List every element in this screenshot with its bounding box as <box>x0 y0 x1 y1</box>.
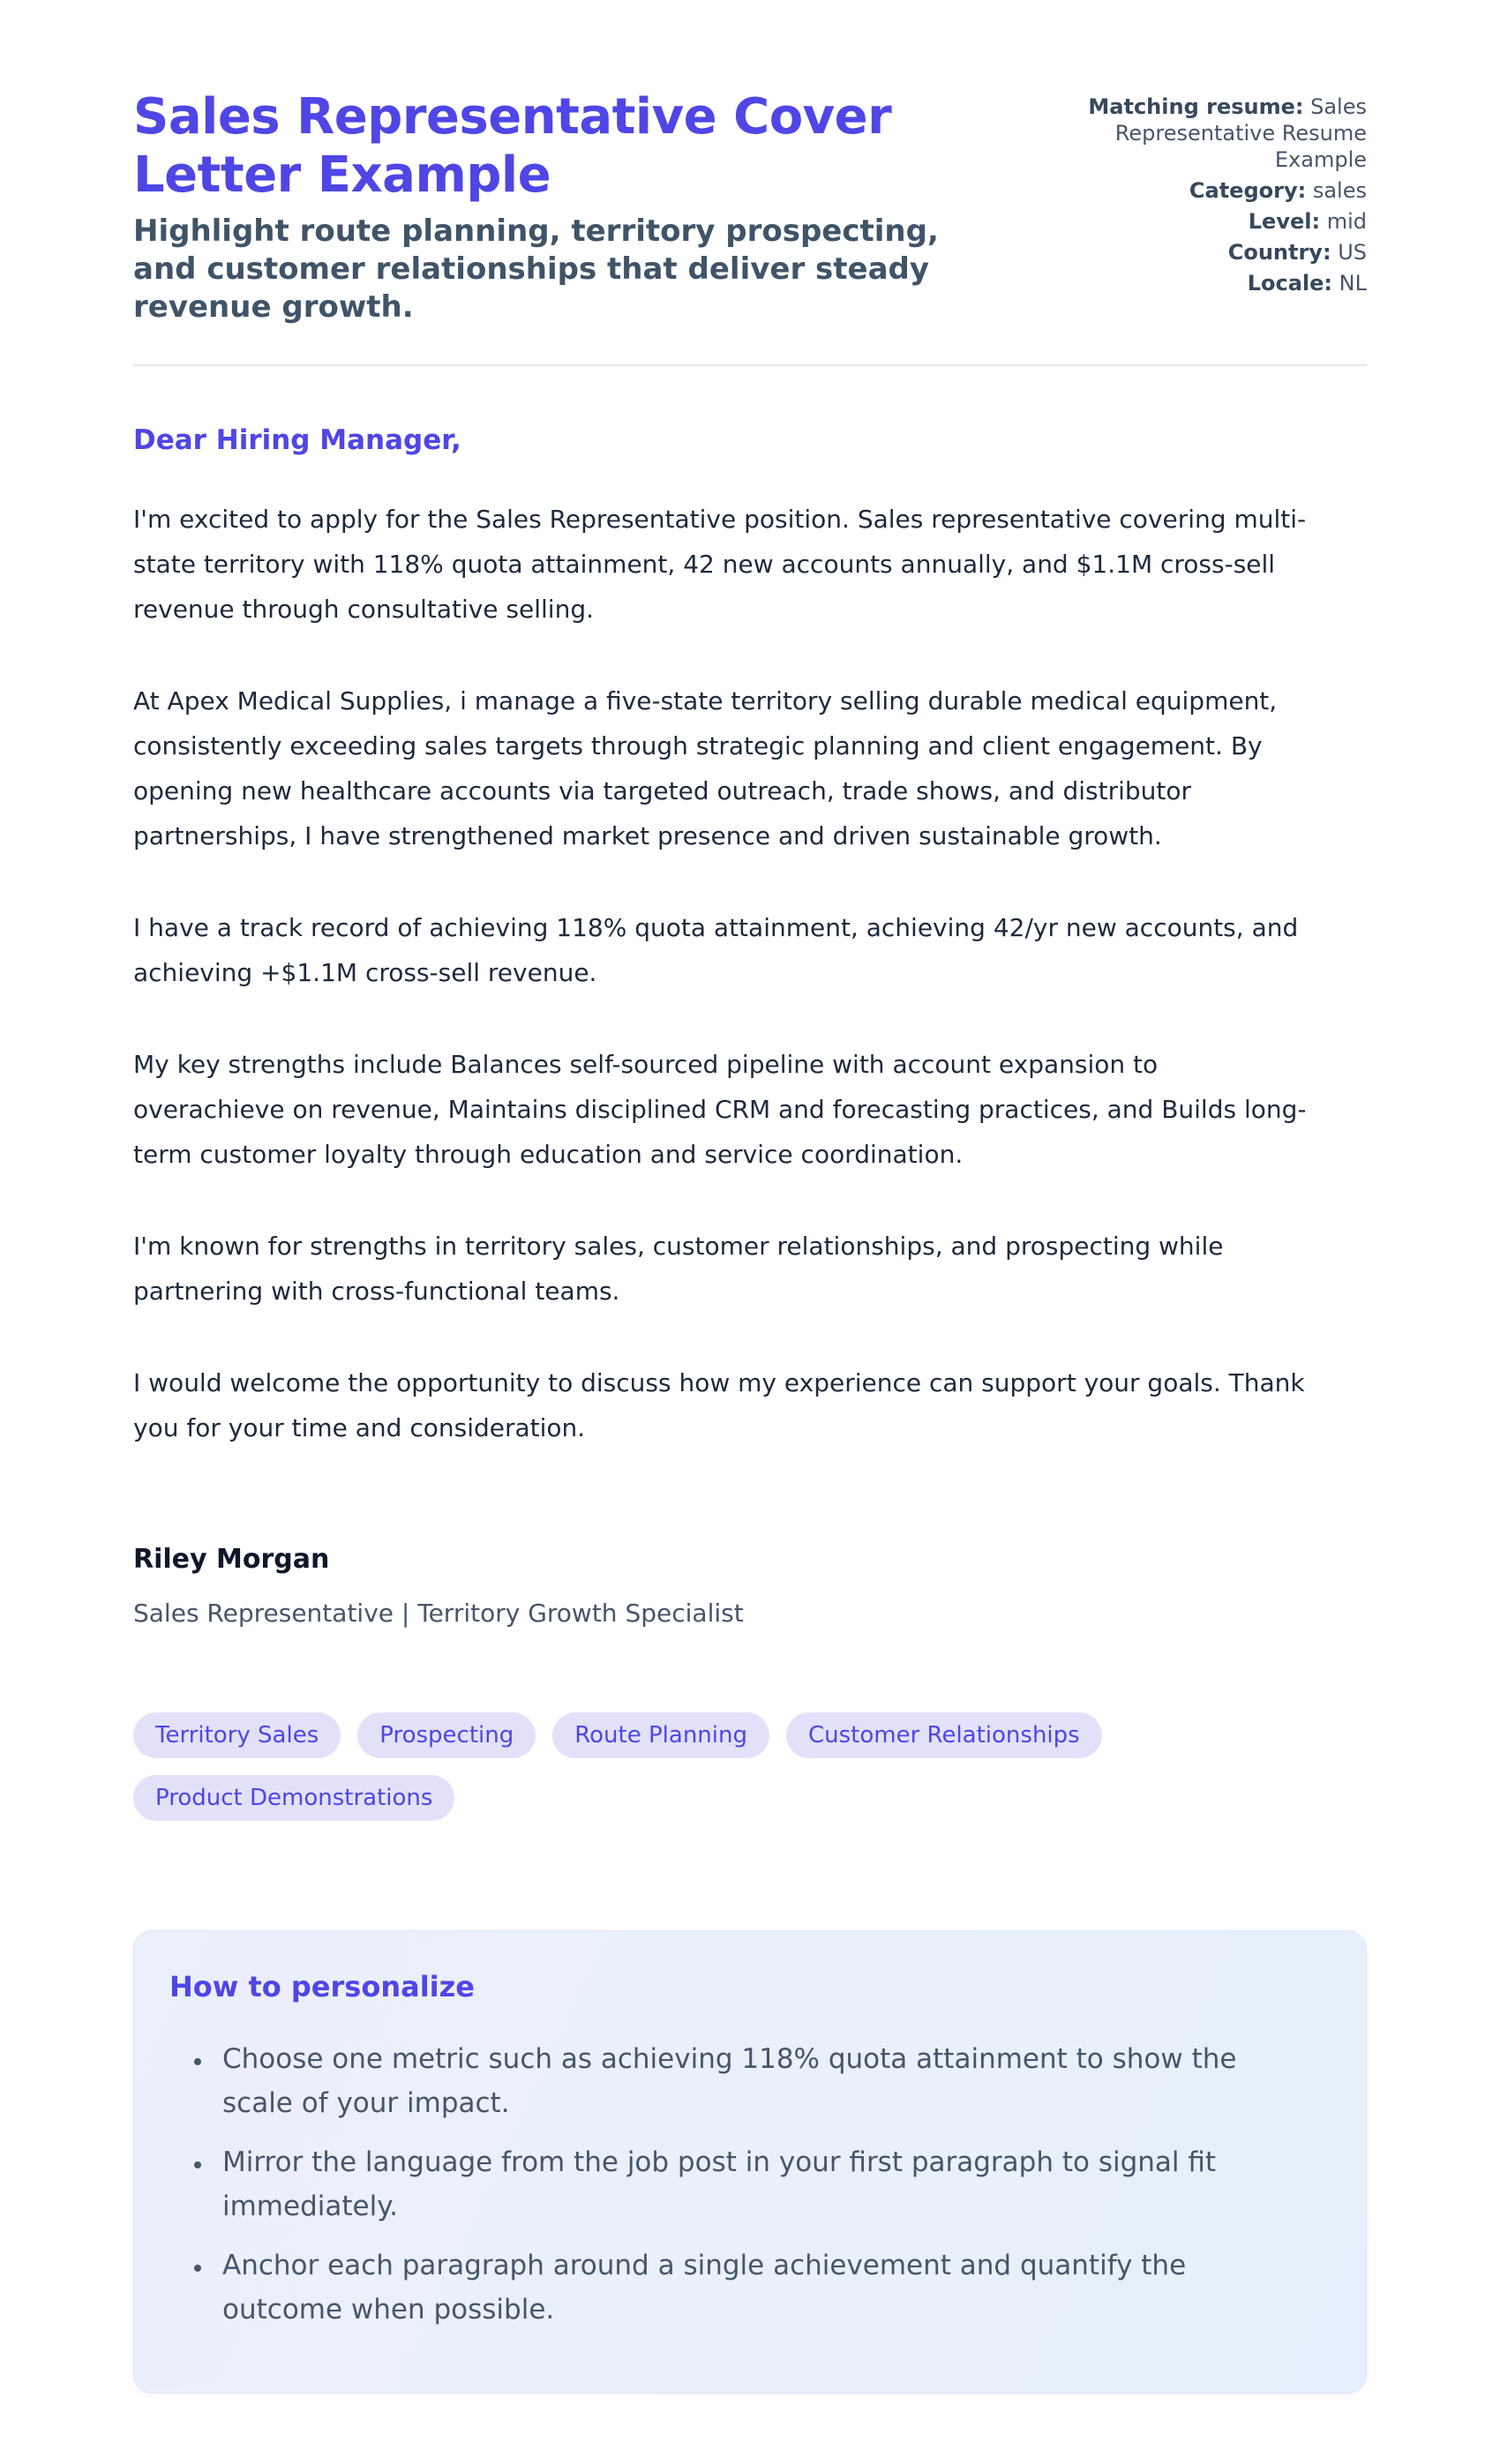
page-title: Sales Representative Cover Letter Example <box>133 88 892 204</box>
letter-body <box>133 497 1367 1450</box>
meta-label: Category: <box>1189 178 1307 203</box>
meta-label: Level: <box>1248 209 1321 234</box>
personalize-tip: • Mirror the language from the job post in your first paragraph to signal fit immediately. <box>214 2140 1299 2228</box>
letter-paragraph: I would welcome the opportunity to discuss how my experience can support your goals. Thank you for your time and consideration. <box>133 1367 1305 1442</box>
resume-meta-list <box>1023 94 1367 301</box>
letter-paragraph: I'm excited to apply for the Sales Representative position. Sales representative covering multi-state territory with 118% quota attainment, 42 new accounts annually, and $1.1M cross-sell revenue through consultative selling. <box>133 504 1307 624</box>
tag-prospecting: Prospecting <box>357 1712 536 1758</box>
meta-locale <box>1023 270 1367 296</box>
personalize-tip: • Choose one metric such as achieving 118% quota attainment to show the scale of your impact. <box>214 2037 1299 2125</box>
tag-customer-relationships: Customer Relationships <box>786 1712 1102 1758</box>
tag-territory-sales: Territory Sales <box>133 1712 341 1758</box>
how-to-personalize-box <box>133 1930 1367 2393</box>
letter-paragraph: At Apex Medical Supplies, i manage a five-state territory selling durable medical equipment, consistently exceeding sales targets through strategic planning and client engagement. By opening new healthcare accounts via targeted outreach, trade shows, and distributor partnerships, I have strengthened market presence and driven sustainable growth. <box>133 685 1278 850</box>
meta-country <box>1023 239 1367 266</box>
header-title-block <box>133 88 987 327</box>
letter-paragraph: My key strengths include Balances self-sourced pipeline with account expansion to overachieve on revenue, Maintains disciplined CRM and forecasting practices, and Builds long-term customer loyalty through education and service coordination. <box>133 1049 1307 1169</box>
personalize-tips-list <box>169 2037 1329 2332</box>
personalize-heading: How to personalize <box>169 1969 475 2003</box>
letter-greeting: Dear Hiring Manager, <box>133 423 461 456</box>
tag-route-planning: Route Planning <box>552 1712 769 1758</box>
meta-label: Matching resume: <box>1088 94 1304 119</box>
meta-label: Locale: <box>1247 271 1333 296</box>
signature-block <box>133 1544 1367 1628</box>
meta-value: mid <box>1326 209 1367 234</box>
personalize-tip: • Anchor each paragraph around a single achievement and quantify the outcome when possible. <box>214 2243 1299 2332</box>
meta-value: NL <box>1339 271 1367 296</box>
meta-value: Sales Representative Resume Example <box>1114 94 1367 172</box>
letter-paragraph: I'm known for strengths in territory sales, customer relationships, and prospecting while partnering with cross-functional teams. <box>133 1231 1224 1306</box>
meta-label: Country: <box>1227 240 1331 265</box>
tag-product-demonstrations: Product Demonstrations <box>133 1775 454 1821</box>
meta-matching-resume <box>1023 94 1367 173</box>
meta-value: sales <box>1312 178 1367 203</box>
letter-paragraph: I have a track record of achieving 118% quota attainment, achieving 42/yr new accounts, and achieving +$1.1M cross-sell revenue. <box>133 912 1299 987</box>
meta-level <box>1023 208 1367 235</box>
meta-category <box>1023 177 1367 204</box>
page-header <box>133 88 1367 327</box>
meta-value: US <box>1338 240 1367 265</box>
signature-name: Riley Morgan <box>133 1543 330 1575</box>
page-subtitle: Highlight route planning, territory prospecting, and customer relationships that deliver steady revenue growth. <box>133 213 939 326</box>
header-divider <box>133 364 1367 366</box>
signature-role: Sales Representative | Territory Growth Specialist <box>133 1598 744 1628</box>
skill-tags <box>133 1712 1367 1821</box>
